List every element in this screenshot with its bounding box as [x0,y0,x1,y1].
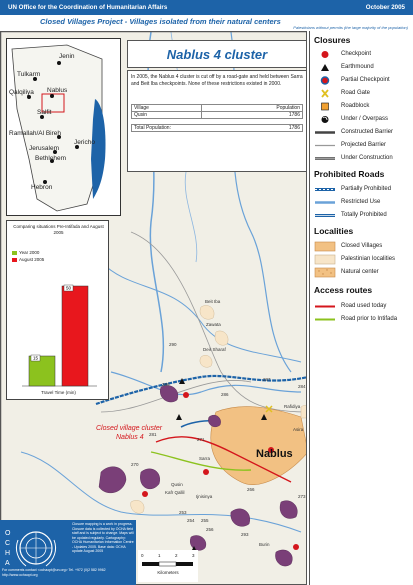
legend-item-partial-checkpoint: Partial Checkpoint [314,75,413,86]
credits-text: Closure mapping is a work in progress. Closure data is collected by OCHA field staff and is subject to change. Maps will be updated regularly. Cartography: OCHA Humanitarian Information Centre - Updates 2005. Base data: OCHA update August 2005 [70,520,136,585]
checkpoint-icon [203,469,209,475]
natural-center-swatch-icon [314,267,336,278]
legend-item-totally-prohibited: Totally Prohibited [314,210,413,221]
point-label: 284 [298,384,306,389]
data-label: 15 [32,355,39,361]
village-label: Beit Iba [205,299,221,304]
west-bank-outline [12,45,102,211]
travel-time-chart [6,220,109,400]
table-header-population: Population [202,105,303,112]
legend-item-checkpoint: Checkpoint [314,49,413,60]
cluster-info-box [127,70,307,172]
table-header-village: Village [132,105,202,112]
inset-place-label: Nablus [47,87,68,94]
inset-place-label: Tulkarm [17,71,41,78]
organization-name: UN Office for the Coordination of Humanitarian Affairs [8,4,168,11]
point-label: 271 [197,437,205,442]
legend-item-palestinian-localities: Palestinian localities [314,254,413,265]
total-population-row [131,124,303,132]
subtitle-bar [0,15,413,31]
legend-localities-title: Localities [314,226,354,236]
contact-text: For comments contact <ochaopt@un.org> Tel. +972 (0)2 582 9962 http://www.ochaopt.org [2,568,106,577]
village-label: Qusin [171,482,183,487]
village-label: Kafr Qallil [165,490,185,495]
village-label: Burin [259,542,270,547]
map-title: Closed Villages Project - Villages isolated from their natural centers [40,17,281,26]
legend-item-2005: August 2005 [12,257,44,262]
closed-village-swatch-icon [314,241,336,252]
village-label: Deir Sharaf [203,347,226,352]
partial-road-icon [314,184,336,195]
checkpoint-icon [142,491,148,497]
table-row [132,112,303,119]
red-route-icon [314,301,336,312]
map-note: Palestinians without permits (the large majority of the population) [293,25,408,30]
svg-text:A: A [5,560,10,567]
chart-title: Comparing situations Pre-Intifada and August 2005 [13,224,104,235]
village-label: Ijnisinya [196,494,213,499]
legend-item-overpass: Under / Overpass [314,114,413,125]
data-label: 50 [65,285,72,291]
checkpoint-icon [293,544,299,550]
scale-graphic [138,558,198,578]
legend-closures-title: Closures [314,35,351,45]
village-label: Zawata [206,322,221,327]
legend-item-closed-villages: Closed Villages [314,241,413,252]
legend-item-road-gate: Road Gate [314,88,413,99]
point-label: 290 [169,342,177,347]
inset-place-label: Hebron [31,184,53,191]
inset-place-label: Jerusalem [29,145,59,152]
chart-xlabel: Travel Time (min) [41,390,76,395]
point-label: 255 [201,518,209,523]
legend-item-partially-prohibited: Partially Prohibited [314,184,413,195]
cluster-description: In 2005, the Nablus 4 cluster is cut off by a road-gate and held between Sarra and Beit Iba checkpoints. None of these restrictions existed in 2000. [131,74,303,87]
legend-roads-title: Prohibited Roads [314,169,385,179]
prohibited-road-icon [314,210,336,221]
population-cell: 1786 [202,112,303,119]
legend-access-title: Access routes [314,285,373,295]
barrier-line-icon [314,127,336,138]
earthmound-icon [176,414,182,420]
point-label: 256 [206,527,214,532]
legend-item-natural-center: Natural center [314,267,413,278]
construction-line-icon [314,153,336,164]
point-label: 253 [179,510,187,515]
inset-place-label: Ramallah/Al Bireh [9,130,62,137]
legend-item-constructed-barrier: Constructed Barrier [314,127,413,138]
point-label: 289 [162,382,170,387]
chart-bar [62,286,88,386]
locality-swatch-icon [314,254,336,265]
chart-plot [7,221,110,401]
blue-red-dot-icon [314,75,336,86]
projected-line-icon [314,140,336,151]
inset-place-label: Salfit [37,109,52,116]
map-date: October 2005 [365,4,405,11]
total-value: 1786 [288,125,300,131]
orange-square-icon [314,101,336,112]
header-bar [0,0,413,15]
point-label: 270 [131,462,139,467]
overpass-icon [314,114,336,125]
inset-map[interactable] [6,38,121,216]
black-triangle-icon [314,62,336,73]
scale-bar: 0 1 2 3 Kilometers [138,550,198,582]
svg-text:O: O [5,530,11,537]
scale-unit: Kilometers [157,570,179,575]
restricted-road-icon [314,197,336,208]
inset-canvas [7,39,121,216]
nablus-natural-center [211,407,307,485]
svg-text:H: H [5,550,11,557]
cluster-title: Nablus 4 cluster [166,47,268,62]
total-label: Total Population: [134,125,171,131]
legend-item-roadblock: Roadblock [314,101,413,112]
village-label: Sarra [199,456,211,461]
legend-panel [309,31,413,585]
inset-place-label: Qalqiliya [9,89,34,96]
point-label: 286 [221,392,229,397]
svg-text:C: C [5,540,11,547]
legend-item-restricted-use: Restricted Use [314,197,413,208]
legend-item-road-prior: Road prior to Intifada [314,314,413,325]
point-label: 254 [187,518,195,523]
checkpoint-icon [183,392,189,398]
legend-item-projected-barrier: Projected Barrier [314,140,413,151]
closed-cluster-label: Closed village cluster Nablus 4 [96,425,163,441]
point-label: 273 [298,494,306,499]
nablus-city-label: Nablus [256,448,293,460]
red-dot-icon [314,49,336,60]
green-route-icon [314,314,336,325]
legend-item-earthmound: Earthmound [314,62,413,73]
legend-item-2000: Year 2000 [12,250,39,255]
inset-place-label: Jericho [74,139,95,146]
village-label: Rafidiya [284,404,301,409]
yellow-x-icon [314,88,336,99]
point-label: 293 [241,532,249,537]
point-label: 287 [263,377,271,382]
population-table [131,104,303,119]
point-label: 266 [247,487,255,492]
village-label: Asira [293,427,304,432]
inset-place-label: Bethlehem [35,155,67,162]
legend-item-under-construction: Under Construction [314,153,413,164]
village-cell: Qusin [132,112,202,119]
inset-place-label: Jenin [59,53,75,60]
point-label: 281 [149,432,157,437]
legend-item-road-used-today: Road used today [314,301,413,312]
cluster-title-box [127,40,307,68]
